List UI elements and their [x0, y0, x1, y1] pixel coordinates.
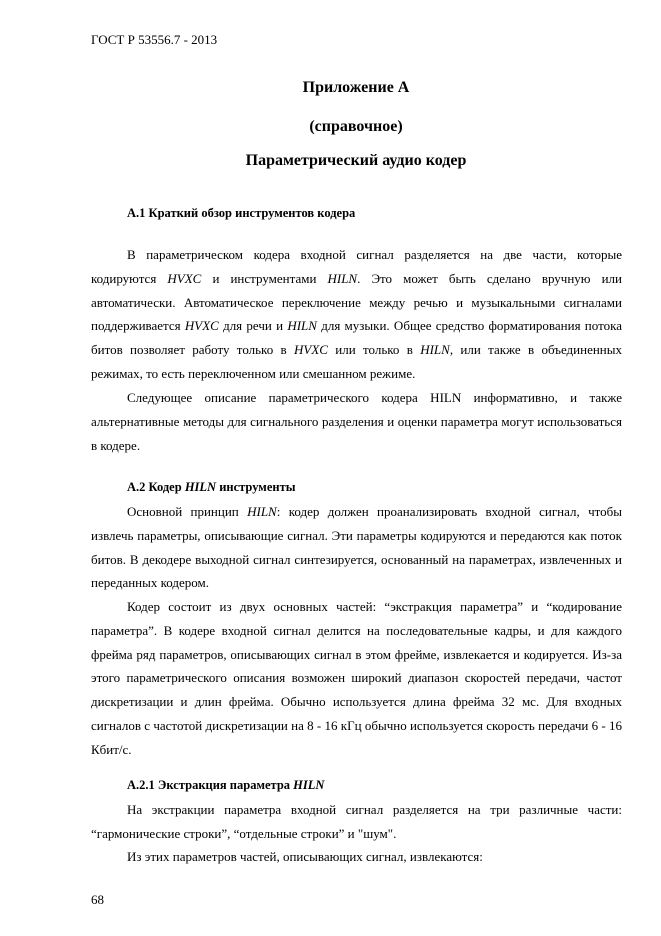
appendix-kind: (справочное) [309, 118, 403, 135]
appendix-name: Параметрический аудио кодер [245, 152, 467, 169]
section-a21-heading: А.2.1 Экстракция параметра HILN [127, 778, 325, 792]
paragraph-overview: В параметрическом кодера входной сигнал разделяется на две части, которые кодируются HVXC и инструментами HILN. Это может быть сделано вручную или автоматически. Автоматическое переключение между речью и музыкальными сигналами поддерживается HVXC для речи и HILN для музыки. Общее средство форматирования потока битов позволяет работу только в HVXC или только в HILN, или также в объединенных режимах, то есть переключенном или смешанном режиме. [91, 247, 622, 381]
paragraph-parameters: Из этих параметров частей, описывающих сигнал, извлекаются: [127, 849, 483, 864]
paragraph-extraction: На экстракции параметра входной сигнал разделяется на три различные части: “гармонические строки”, “отдельные строки” и "шум". [91, 802, 622, 841]
document-header: ГОСТ Р 53556.7 - 2013 [91, 32, 218, 47]
section-a1-heading: А.1 Краткий обзор инструментов кодера [127, 206, 356, 220]
section-a2-heading: А.2 Кодер HILN инструменты [127, 480, 296, 494]
page-number: 68 [91, 892, 104, 907]
appendix-title: Приложение А [302, 79, 410, 96]
paragraph-informative: Следующее описание параметрического кодера HILN информативно, и также альтернативные методы для сигнального разделения и оценки параметра могут использоваться в кодере. [91, 390, 622, 453]
paragraph-principle: Основной принцип HILN: кодер должен проанализировать входной сигнал, чтобы извлечь параметры, описывающие сигнал. Эти параметры кодируются и передаются как поток битов. В декодере выходной сигнал синтезируется, основанный на параметрах, извлеченных и переданных кодером. [91, 504, 622, 591]
paragraph-coder-parts: Кодер состоит из двух основных частей: “экстракция параметра” и “кодирование параметра”. В кодере входной сигнал делится на последовательные кадры, и для каждого фрейма ряд параметров, описывающих сигнал в этом фрейме, извлекается и кодируется. Из-за этого параметрического описания возможен широкий диапазон скоростей передачи, частот дискретизации и длин фрейма. Обычно используется длина фрейма 32 мс. Для входных сигналов с частотой дискретизации на 8 - 16 кГц обычно используется скорость передачи 6 - 16 Кбит/с. [91, 599, 622, 757]
